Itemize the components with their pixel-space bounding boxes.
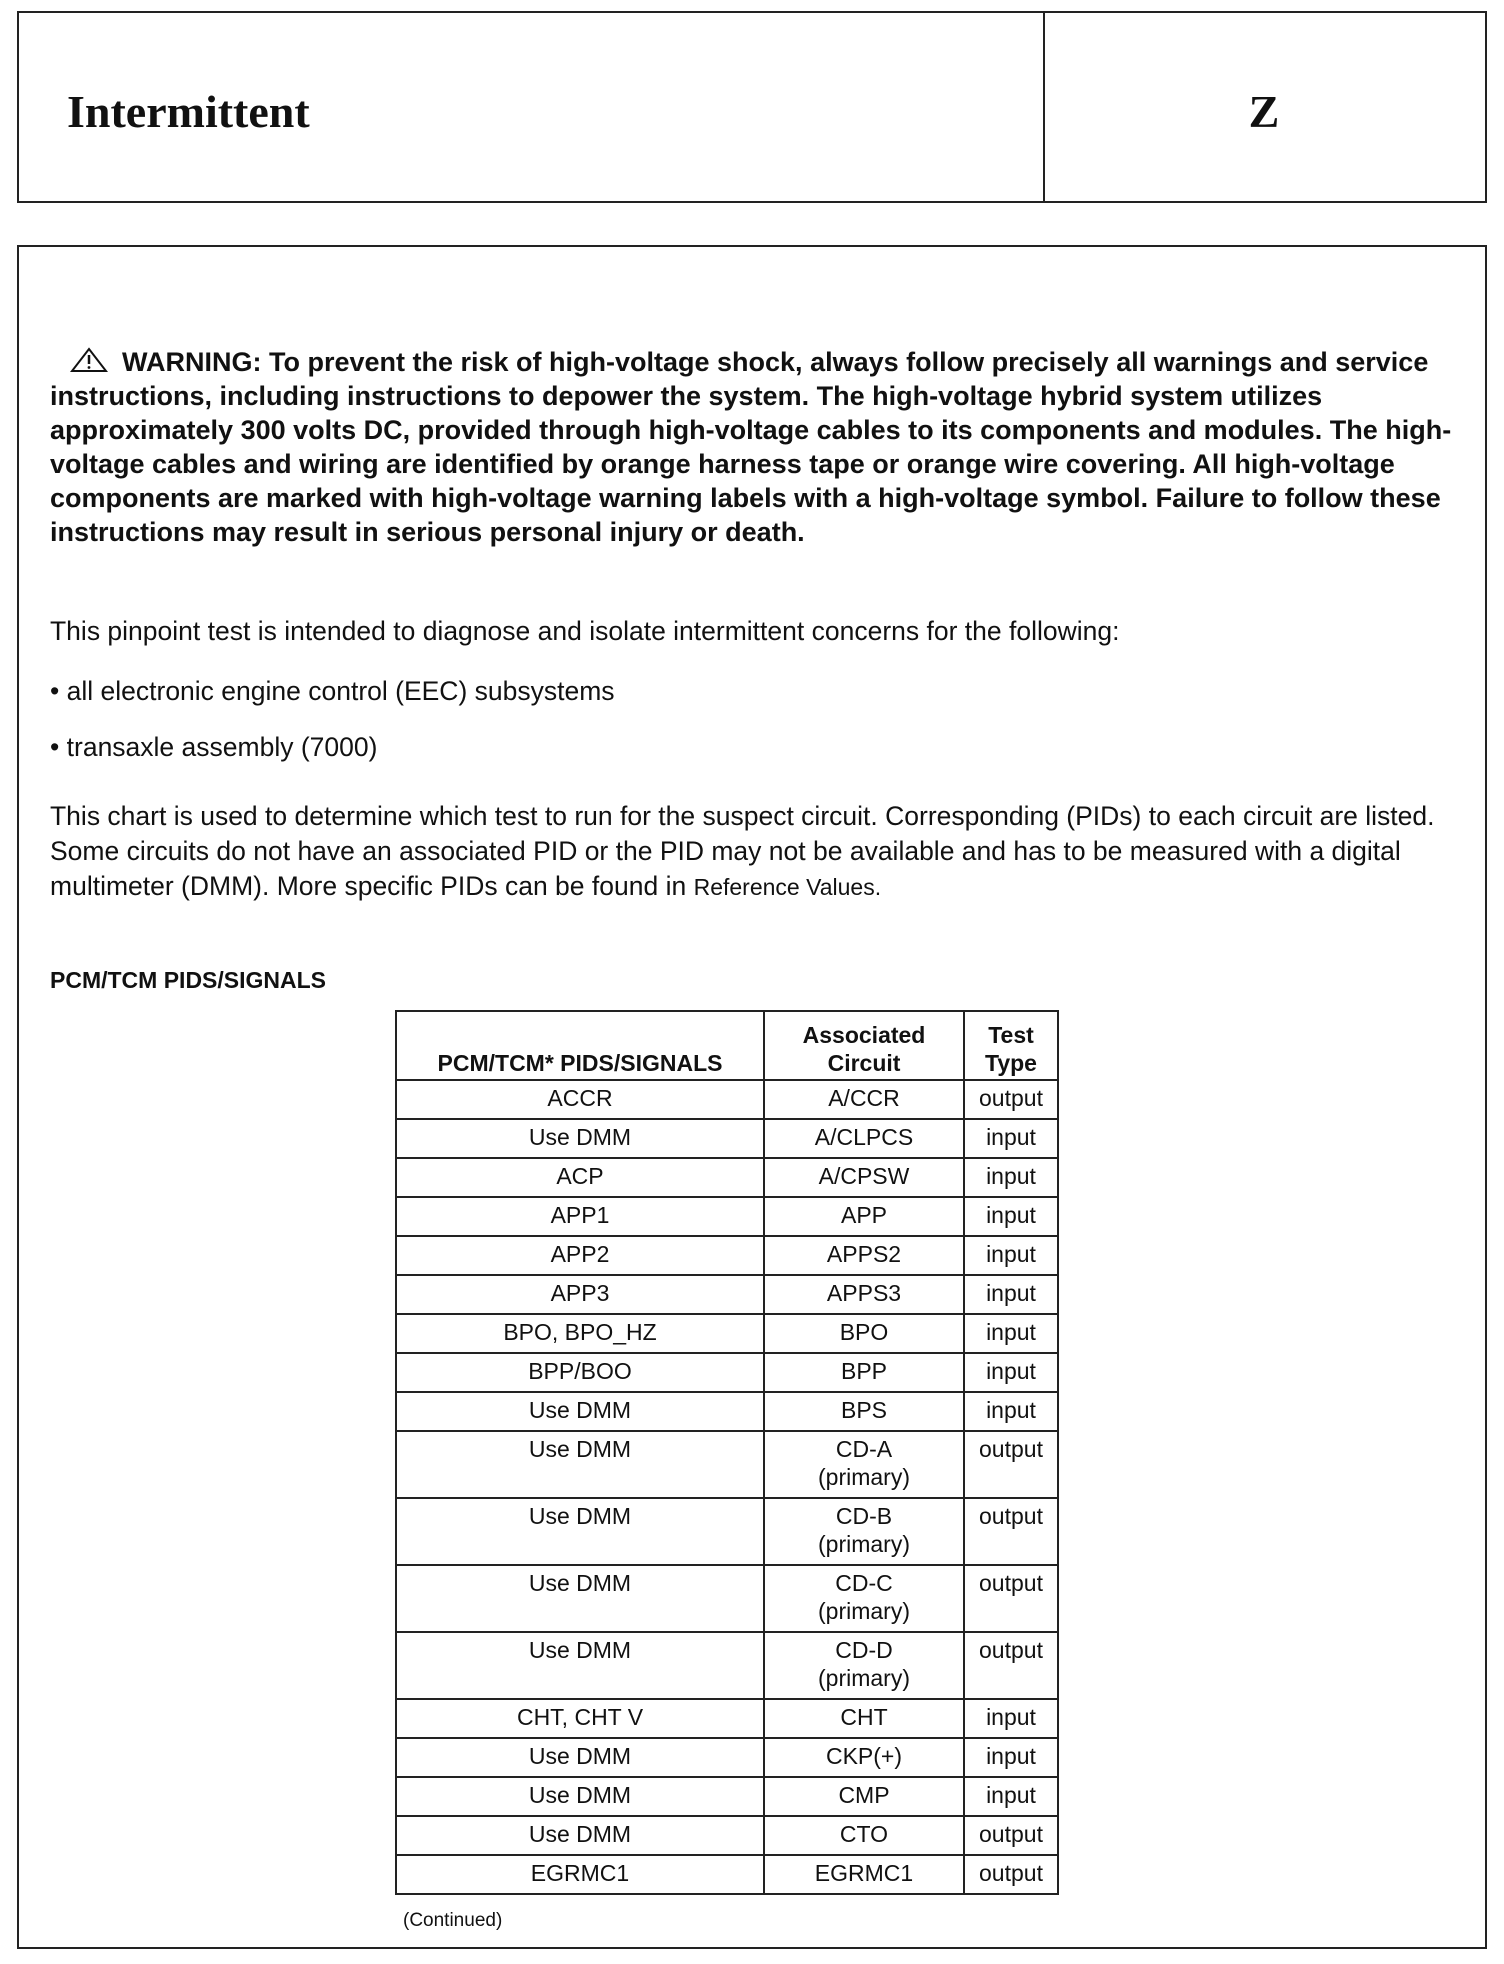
table-cell: Use DMM (396, 1632, 764, 1699)
table-cell: input (964, 1699, 1058, 1738)
warning-triangle-icon (70, 347, 108, 373)
table-row (396, 1632, 1058, 1699)
table-cell: input (964, 1119, 1058, 1158)
table-cell: A/CCR (764, 1080, 964, 1119)
table-cell: BPP/BOO (396, 1353, 764, 1392)
table-row (396, 1080, 1058, 1119)
table-cell: input (964, 1777, 1058, 1816)
table-row (396, 1197, 1058, 1236)
table-row (396, 1119, 1058, 1158)
table-row (396, 1275, 1058, 1314)
table-cell: APP (764, 1197, 964, 1236)
table-cell: input (964, 1236, 1058, 1275)
table-cell: output (964, 1080, 1058, 1119)
table-cell: output (964, 1632, 1058, 1699)
table-row (396, 1738, 1058, 1777)
table-row (396, 1431, 1058, 1498)
table-cell: EGRMC1 (764, 1855, 964, 1894)
table-cell: CHT (764, 1699, 964, 1738)
table-cell: output (964, 1855, 1058, 1894)
bullet-item: • all electronic engine control (EEC) subsystems (50, 676, 615, 706)
table-cell: Use DMM (396, 1777, 764, 1816)
column-header: PCM/TCM* PIDS/SIGNALS (396, 1011, 764, 1080)
table-row (396, 1699, 1058, 1738)
table-cell: Use DMM (396, 1738, 764, 1777)
table-row (396, 1498, 1058, 1565)
table-cell: CD-D (primary) (764, 1632, 964, 1699)
table-cell: output (964, 1816, 1058, 1855)
table-row (396, 1855, 1058, 1894)
table-cell: input (964, 1353, 1058, 1392)
table-row (396, 1816, 1058, 1855)
table-cell: BPS (764, 1392, 964, 1431)
table-cell: Use DMM (396, 1119, 764, 1158)
table-cell: CD-B (primary) (764, 1498, 964, 1565)
chart-description (50, 799, 1450, 905)
table-cell: APPS2 (764, 1236, 964, 1275)
table-row (396, 1314, 1058, 1353)
table-cell: CTO (764, 1816, 964, 1855)
reference-values-link[interactable]: Reference Values. (693, 874, 882, 900)
table-cell: BPO, BPO_HZ (396, 1314, 764, 1353)
chart-description-text: This chart is used to determine which test to run for the suspect circuit. Corresponding (PIDs) to each circuit are listed. Some circuits do not have an associated PID or the PID may not be available and has to be measured with a digital multimeter (DMM). More specific PIDs can be found in (50, 801, 1435, 901)
column-header: Associated Circuit (764, 1011, 964, 1080)
warning-block (50, 345, 1460, 549)
table-cell: Use DMM (396, 1816, 764, 1855)
table-header-row (396, 1011, 1058, 1080)
table-row (396, 1565, 1058, 1632)
table-cell: Use DMM (396, 1498, 764, 1565)
table-cell: CD-A (primary) (764, 1431, 964, 1498)
continued-note: (Continued) (403, 1910, 503, 1931)
table-cell: APP3 (396, 1275, 764, 1314)
page-header (17, 11, 1487, 203)
column-header: Test Type (964, 1011, 1058, 1080)
section-code: Z (1248, 86, 1280, 137)
table-cell: input (964, 1197, 1058, 1236)
table-row (396, 1158, 1058, 1197)
table-cell: BPO (764, 1314, 964, 1353)
table-cell: ACP (396, 1158, 764, 1197)
table-row (396, 1392, 1058, 1431)
table-cell: CMP (764, 1777, 964, 1816)
table-cell: APPS3 (764, 1275, 964, 1314)
intro-text: This pinpoint test is intended to diagnose and isolate intermittent concerns for the following: (50, 616, 1120, 646)
warning-text: WARNING: To prevent the risk of high-voltage shock, always follow precisely all warnings and service instructions, including instructions to depower the system. The high-voltage hybrid system utilizes approximately 300 volts DC, provided through high-voltage cables to its components and modules. The high-voltage cables and wiring are identified by orange harness tape or orange wire covering. All high-voltage components are marked with high-voltage warning labels with a high-voltage symbol. Failure to follow these instructions may result in serious personal injury or death. (50, 347, 1452, 547)
table-cell: output (964, 1498, 1058, 1565)
table-cell: Use DMM (396, 1431, 764, 1498)
pids-table (395, 1010, 1059, 1895)
table-cell: A/CPSW (764, 1158, 964, 1197)
table-cell: A/CLPCS (764, 1119, 964, 1158)
table-cell: CD-C (primary) (764, 1565, 964, 1632)
table-cell: input (964, 1738, 1058, 1777)
table-cell: EGRMC1 (396, 1855, 764, 1894)
bullet-text: transaxle assembly (7000) (66, 732, 378, 762)
table-cell: input (964, 1158, 1058, 1197)
page-title: Intermittent (67, 86, 310, 137)
table-cell: Use DMM (396, 1565, 764, 1632)
table-cell: input (964, 1314, 1058, 1353)
bullet-text: all electronic engine control (EEC) subsystems (66, 676, 615, 706)
table-cell: ACCR (396, 1080, 764, 1119)
table-cell: input (964, 1275, 1058, 1314)
table-row (396, 1353, 1058, 1392)
section-heading: PCM/TCM PIDS/SIGNALS (50, 967, 327, 993)
table-cell: APP1 (396, 1197, 764, 1236)
table-cell: input (964, 1392, 1058, 1431)
table-cell: output (964, 1565, 1058, 1632)
bullet-item: • transaxle assembly (7000) (50, 732, 378, 762)
table-cell: Use DMM (396, 1392, 764, 1431)
table-row (396, 1777, 1058, 1816)
table-cell: output (964, 1431, 1058, 1498)
table-cell: APP2 (396, 1236, 764, 1275)
table-cell: BPP (764, 1353, 964, 1392)
table-cell: CHT, CHT V (396, 1699, 764, 1738)
table-row (396, 1236, 1058, 1275)
table-cell: CKP(+) (764, 1738, 964, 1777)
